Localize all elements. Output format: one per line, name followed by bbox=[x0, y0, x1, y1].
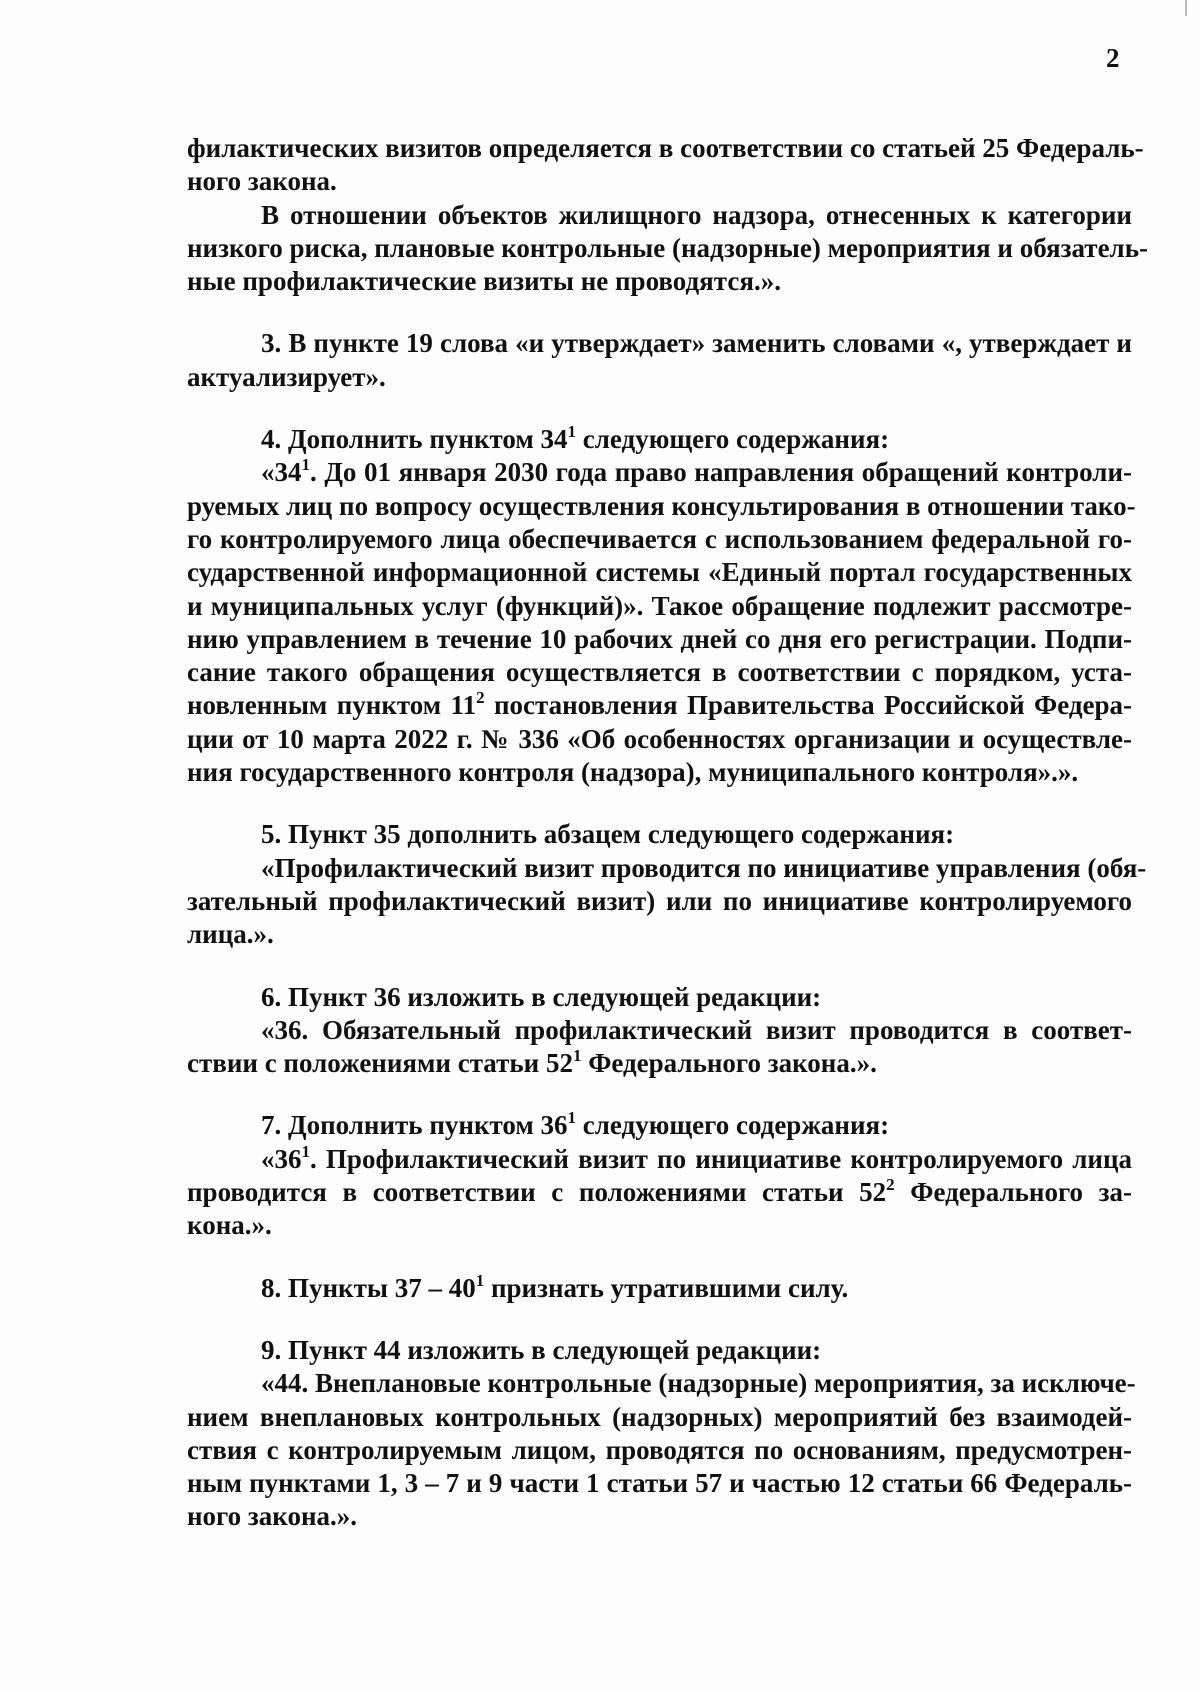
text-line bbox=[187, 1209, 1132, 1242]
text-line bbox=[187, 1334, 1132, 1367]
text-line-rest: следующего содержания: bbox=[576, 424, 890, 455]
superscript-index: 1 bbox=[567, 422, 577, 442]
text-line-main: зательный профилактический визит) или по инициативе контролируемого bbox=[187, 885, 1132, 916]
text-line bbox=[187, 1500, 1132, 1533]
text-line bbox=[187, 456, 1132, 489]
paragraph-gap bbox=[187, 1080, 1132, 1109]
document-text bbox=[187, 132, 1148, 1534]
text-line bbox=[187, 1401, 1132, 1434]
text-line-main: проводится в соответствии с положениями статьи 52 bbox=[187, 1177, 887, 1208]
text-line-main: лица.». bbox=[187, 919, 274, 950]
text-line-main: сударственной информационной системы «Единый портал государственных bbox=[187, 557, 1132, 588]
superscript-index: 2 bbox=[476, 688, 485, 708]
text-line-main: «44. Внеплановые контрольные (надзорные) мероприятия, за исключе- bbox=[261, 1368, 1136, 1399]
text-line bbox=[187, 1272, 1132, 1305]
text-line-main: 5. Пункт 35 дополнить абзацем следующего содержания: bbox=[261, 819, 955, 850]
superscript-index: 1 bbox=[301, 455, 310, 475]
text-line-main: низкого риска, плановые контрольные (надзорные) мероприятия и обязатель- bbox=[187, 232, 1148, 263]
text-line bbox=[187, 689, 1132, 722]
superscript-index: 1 bbox=[567, 1108, 577, 1128]
text-line-main: руемых лиц по вопросу осуществления консультирования в отношении тако- bbox=[187, 490, 1136, 521]
text-line bbox=[187, 361, 1132, 394]
text-line-main: 4. Дополнить пунктом 34 bbox=[261, 424, 568, 455]
text-line bbox=[187, 1014, 1132, 1047]
text-line-main: филактических визитов определяется в соответствии со статьей 25 Федераль- bbox=[187, 133, 1144, 163]
text-line-main: 9. Пункт 44 изложить в следующей редакции: bbox=[261, 1334, 822, 1365]
superscript-index: 1 bbox=[572, 1046, 582, 1066]
paragraph-gap bbox=[187, 1243, 1132, 1272]
text-line bbox=[187, 556, 1132, 589]
text-line-main: В отношении объектов жилищного надзора, отнесенных к категории bbox=[261, 199, 1132, 230]
text-line bbox=[187, 723, 1132, 756]
text-line-main: «36 bbox=[261, 1143, 302, 1174]
text-line bbox=[187, 656, 1132, 689]
text-line-main: ным пунктами 1, 3 – 7 и 9 части 1 статьи 57 и частью 12 статьи 66 Федераль- bbox=[187, 1468, 1132, 1499]
text-line bbox=[187, 232, 1148, 265]
text-line bbox=[187, 1109, 1132, 1142]
text-line bbox=[187, 1047, 1132, 1080]
superscript-index: 1 bbox=[475, 1270, 485, 1290]
text-line bbox=[187, 423, 1132, 456]
text-line bbox=[187, 199, 1132, 232]
text-line bbox=[187, 1176, 1132, 1209]
text-line-main: ного закона.». bbox=[187, 1501, 358, 1532]
text-line bbox=[187, 590, 1132, 623]
text-line-main: новленным пунктом 11 bbox=[187, 690, 477, 721]
text-line bbox=[187, 981, 1132, 1014]
text-line-main: кона.». bbox=[187, 1210, 272, 1241]
text-line-rest: Федерального за- bbox=[894, 1177, 1132, 1208]
text-line bbox=[187, 265, 1132, 298]
text-line-main: «Профилактический визит проводится по инициативе управления (обя- bbox=[261, 852, 1147, 883]
text-line-main: ствии с положениями статьи 52 bbox=[187, 1048, 573, 1079]
scan-edge-mark bbox=[1185, 0, 1187, 16]
text-line-main: ния государственного контроля (надзора), муниципального контроля».». bbox=[187, 757, 1079, 788]
text-line bbox=[187, 818, 1132, 851]
superscript-index: 1 bbox=[301, 1141, 310, 1161]
text-line-main: 8. Пункты 37 – 40 bbox=[261, 1272, 476, 1303]
text-line-main: ного закона. bbox=[187, 166, 337, 197]
text-line-main: нию управлением в течение 10 рабочих дней со дня его регистрации. Подпи- bbox=[187, 623, 1132, 654]
text-line bbox=[187, 327, 1132, 360]
text-line bbox=[187, 132, 1144, 165]
text-line-main: актуализирует». bbox=[187, 361, 386, 392]
text-line-rest: . До 01 января 2030 года право направления обращений контроли- bbox=[310, 457, 1132, 488]
paragraph-gap bbox=[187, 298, 1132, 327]
text-line-main: 7. Дополнить пунктом 36 bbox=[261, 1110, 568, 1141]
text-line-main: 3. В пункте 19 слова «и утверждает» заменить словами «, утверждает и bbox=[261, 328, 1132, 359]
text-line-main: «36. Обязательный профилактический визит проводится в соответ- bbox=[261, 1014, 1132, 1045]
text-line bbox=[187, 852, 1147, 885]
text-line bbox=[187, 490, 1136, 523]
text-line bbox=[187, 523, 1132, 556]
text-line bbox=[187, 756, 1132, 789]
paragraph-gap bbox=[187, 1305, 1132, 1334]
text-line bbox=[187, 885, 1132, 918]
paragraph-gap bbox=[187, 394, 1132, 423]
page-number: 2 bbox=[1106, 43, 1120, 73]
text-line bbox=[187, 1434, 1132, 1467]
text-line-rest: следующего содержания: bbox=[576, 1110, 890, 1141]
text-line-main: сание такого обращения осуществляется в соответствии с порядком, уста- bbox=[187, 657, 1132, 688]
text-line-rest: . Профилактический визит по инициативе контролируемого лица bbox=[310, 1143, 1132, 1174]
text-line-main: го контролируемого лица обеспечивается с использованием федеральной го- bbox=[187, 523, 1132, 554]
text-line-main: нием внеплановых контрольных (надзорных) мероприятий без взаимодей- bbox=[187, 1401, 1132, 1432]
text-line-main: и муниципальных услуг (функций)». Такое обращение подлежит рассмотре- bbox=[187, 590, 1132, 621]
text-line-main: ствия с контролируемым лицом, проводятся по основаниям, предусмотрен- bbox=[187, 1434, 1132, 1465]
text-line-rest: постановления Правительства Российской Федера- bbox=[484, 690, 1132, 721]
paragraph-gap bbox=[187, 952, 1132, 981]
superscript-index: 2 bbox=[886, 1175, 895, 1195]
text-line-main: ные профилактические визиты не проводятся.». bbox=[187, 266, 781, 297]
text-line bbox=[187, 165, 1132, 198]
text-line-rest: признать утратившими силу. bbox=[484, 1272, 849, 1303]
text-line-rest: Федерального закона.». bbox=[581, 1048, 877, 1079]
text-line-main: «34 bbox=[261, 457, 302, 488]
text-line bbox=[187, 1143, 1132, 1176]
text-line-main: ции от 10 марта 2022 г. № 336 «Об особенностях организации и осуществле- bbox=[187, 723, 1132, 754]
text-line bbox=[187, 918, 1132, 951]
text-line bbox=[187, 1467, 1132, 1500]
paragraph-gap bbox=[187, 789, 1132, 818]
text-line bbox=[187, 623, 1132, 656]
text-line-main: 6. Пункт 36 изложить в следующей редакции: bbox=[261, 981, 822, 1012]
text-line bbox=[187, 1367, 1136, 1400]
